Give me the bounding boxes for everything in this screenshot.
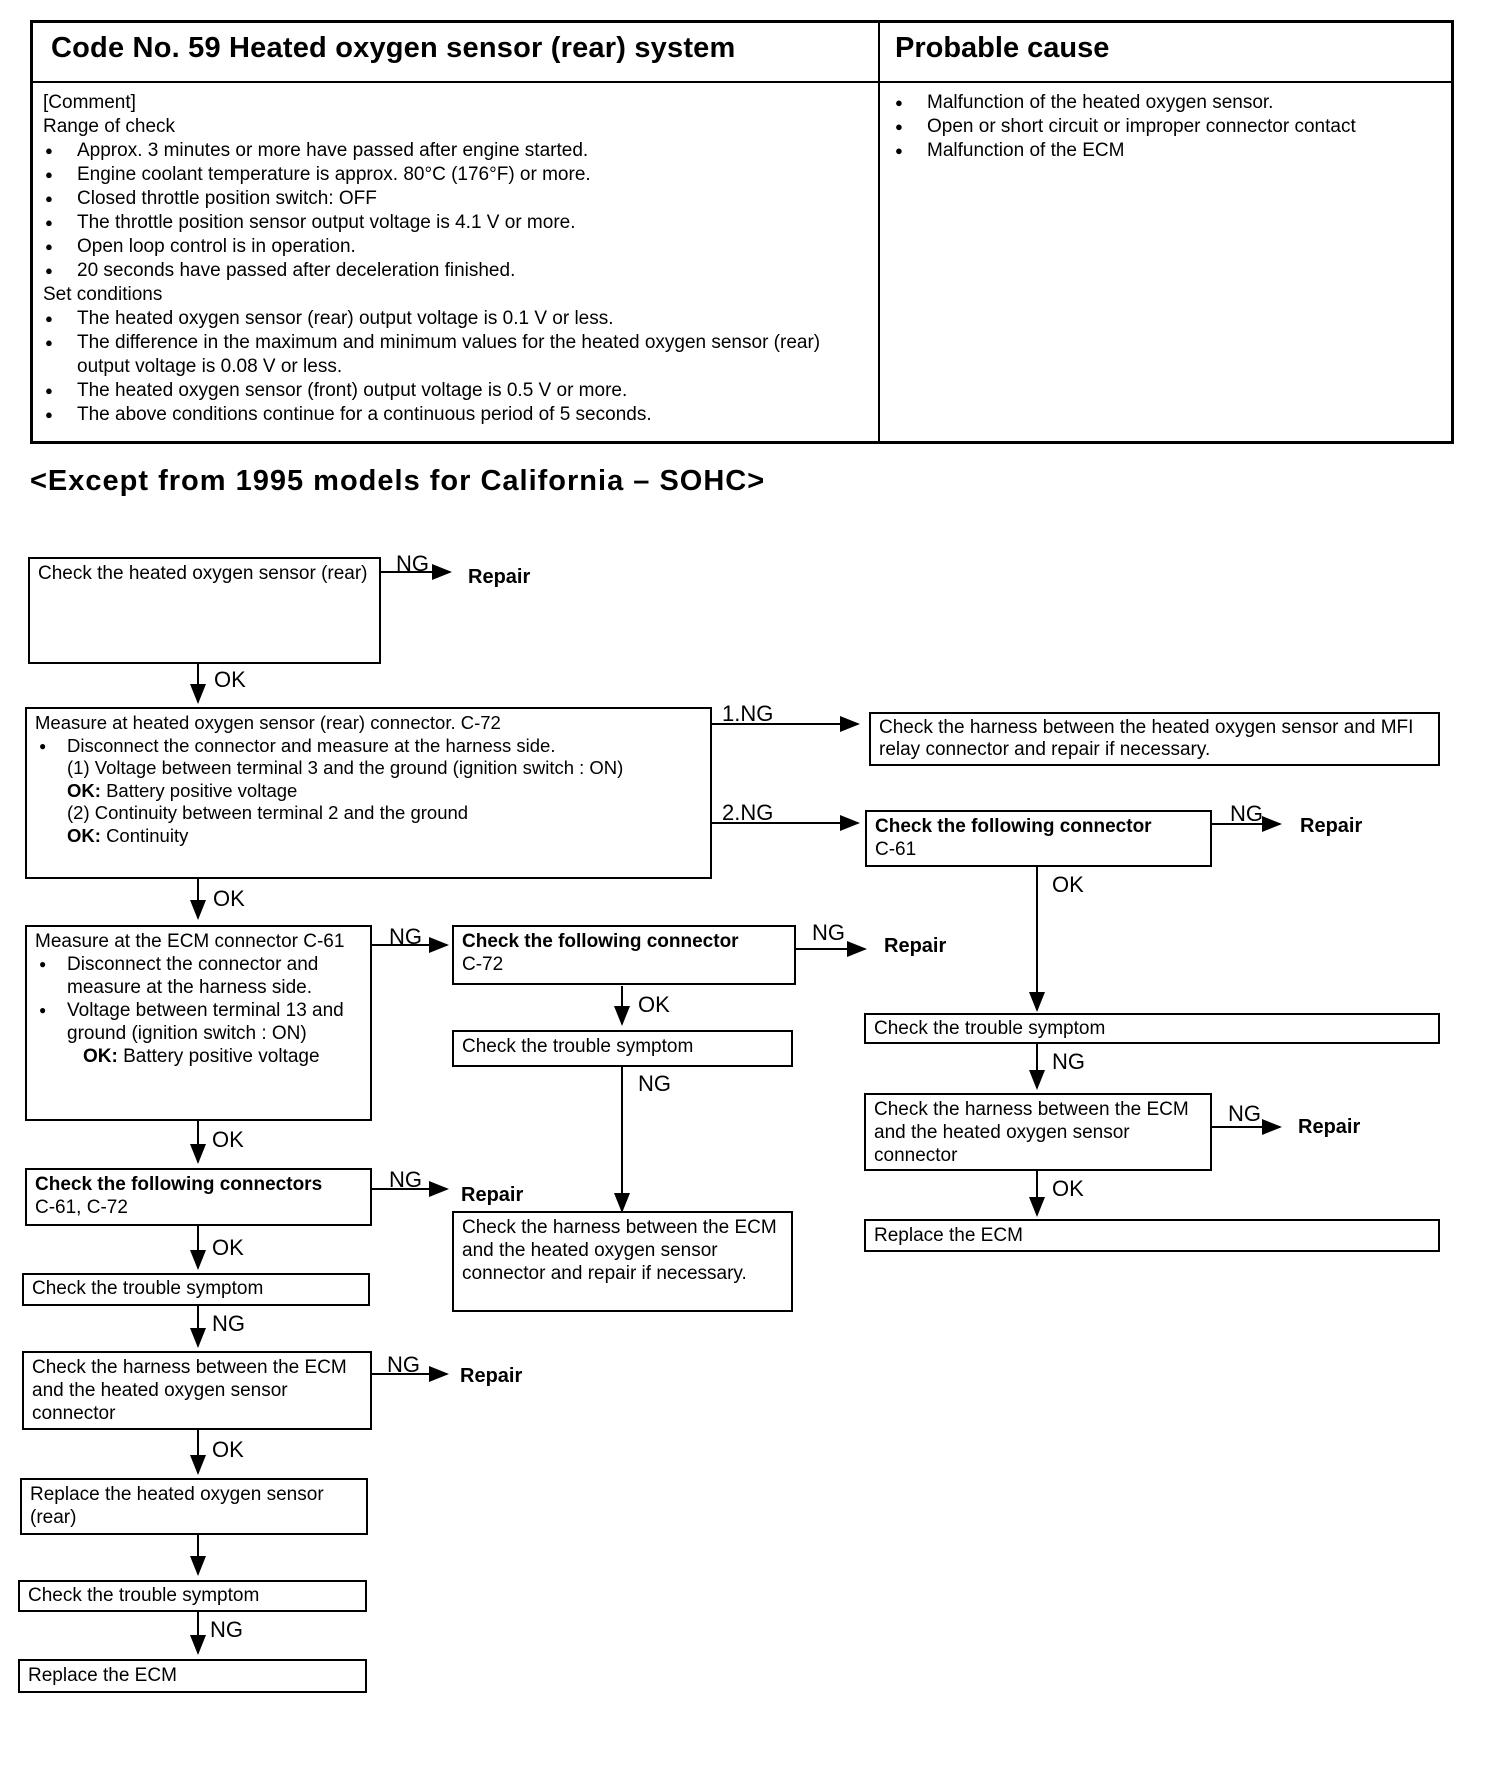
measure-ecm-title: Measure at the ECM connector C-61 <box>35 931 345 952</box>
list-item: ● 20 seconds have passed after deceleration finished. <box>43 259 868 283</box>
ng-label: NG <box>396 551 429 576</box>
ng2-label: 2.NG <box>722 800 774 825</box>
check-connector-c72-title: Check the following connector <box>462 931 739 952</box>
code-title: Code No. 59 Heated oxygen sensor (rear) system <box>51 32 736 64</box>
trouble-symptom-text: Check the trouble symptom <box>874 1018 1106 1039</box>
probable-cause-title: Probable cause <box>895 32 1110 64</box>
measure-sensor-box <box>25 707 712 879</box>
ok-label: OK <box>214 667 246 692</box>
check-connector-c72-box <box>452 925 796 985</box>
check-connectors-both-title: Check the following connectors <box>35 1174 323 1195</box>
check-connector-c61-code: C-61 <box>875 839 917 860</box>
set-conditions-label: Set conditions <box>43 284 163 305</box>
ok-label: OK <box>1052 1176 1084 1201</box>
trouble-symptom-box-mid <box>452 1030 793 1067</box>
ng-label: NG <box>1228 1101 1261 1126</box>
ng-label: NG <box>1052 1049 1085 1074</box>
measure-sensor-bullet: ● Disconnect the connector and measure at the harness side. <box>35 735 702 758</box>
ok-label: OK <box>1052 872 1084 897</box>
trouble-symptom-box-left2 <box>18 1580 367 1612</box>
check-connector-c61-box <box>865 810 1212 867</box>
ng-label: NG <box>812 920 845 945</box>
ok-label: OK <box>213 886 245 911</box>
list-item: ● The throttle position sensor output voltage is 4.1 V or more. <box>43 211 868 235</box>
replace-ecm-box-left <box>18 1659 367 1693</box>
replace-sensor-text: Replace the heated oxygen sensor (rear) <box>30 1484 324 1528</box>
check-connectors-both-code: C-61, C-72 <box>35 1197 128 1218</box>
check-sensor-box <box>28 557 381 664</box>
repair-label: Repair <box>884 935 947 957</box>
check-sensor-text: Check the heated oxygen sensor (rear) <box>38 563 368 584</box>
ok-label: OK: <box>67 824 101 846</box>
check-harness-mfi-text: Check the harness between the heated oxygen sensor and MFI relay connector and repair if necessary. <box>879 717 1414 760</box>
list-item: ● The heated oxygen sensor (rear) output voltage is 0.1 V or less. <box>43 307 868 331</box>
list-item: ● Approx. 3 minutes or more have passed after engine started. <box>43 139 868 163</box>
harness-repair-box <box>452 1211 793 1312</box>
harness-repair-text: Check the harness between the ECM and the heated oxygen sensor connector and repair if necessary. <box>462 1217 777 1284</box>
ng-label: NG <box>210 1617 243 1642</box>
ok-label: OK: <box>67 779 101 801</box>
ok-label: OK <box>212 1235 244 1260</box>
ok-label: OK: <box>83 1046 118 1067</box>
ok-label: OK <box>212 1127 244 1152</box>
step1-ok-value: Battery positive voltage <box>106 779 298 801</box>
list-item: ● Malfunction of the heated oxygen sensor. <box>893 91 1443 115</box>
harness-ecm-text: Check the harness between the ECM and the heated oxygen sensor connector <box>874 1099 1189 1166</box>
list-item: ● The above conditions continue for a continuous period of 5 seconds. <box>43 403 868 427</box>
measure-ecm-ok-value: Battery positive voltage <box>123 1046 320 1067</box>
repair-label: Repair <box>468 566 531 588</box>
measure-ecm-bullet1: ● Disconnect the connector and measure at the harness side. <box>35 953 362 999</box>
list-item: ● Closed throttle position switch: OFF <box>43 187 868 211</box>
repair-label: Repair <box>461 1184 524 1206</box>
ok-label: OK <box>212 1437 244 1462</box>
section-subtitle: <Except from 1995 models for California – SOHC> <box>30 465 766 497</box>
trouble-symptom-text: Check the trouble symptom <box>32 1278 264 1299</box>
range-of-check-label: Range of check <box>43 116 176 137</box>
harness-ecm-text: Check the harness between the ECM and the heated oxygen sensor connector <box>32 1357 347 1424</box>
ng-label: NG <box>638 1071 671 1096</box>
repair-label: Repair <box>1300 815 1363 837</box>
measure-ecm-box <box>25 925 372 1121</box>
step2-ok-value: Continuity <box>106 824 189 846</box>
trouble-symptom-text: Check the trouble symptom <box>28 1585 260 1606</box>
trouble-symptom-box-left1 <box>22 1273 370 1306</box>
measure-sensor-step2: (2) Continuity between terminal 2 and the ground <box>67 802 469 823</box>
list-item: ● Open or short circuit or improper connector contact <box>893 115 1443 139</box>
comment-label: [Comment] <box>43 92 136 113</box>
check-connector-c61-title: Check the following connector <box>875 816 1152 837</box>
harness-ecm-box-left <box>22 1351 372 1430</box>
list-item: ● Malfunction of the ECM <box>893 139 1443 163</box>
ng-label: NG <box>212 1311 245 1336</box>
list-item: ● Engine coolant temperature is approx. 80°C (176°F) or more. <box>43 163 868 187</box>
list-item: ● The difference in the maximum and minimum values for the heated oxygen sensor (rear) output voltage is 0.08 V or less. <box>43 331 868 379</box>
replace-ecm-text: Replace the ECM <box>28 1665 177 1686</box>
replace-sensor-box <box>20 1478 368 1535</box>
replace-ecm-text: Replace the ECM <box>874 1225 1023 1246</box>
ng-label: NG <box>389 1167 422 1192</box>
repair-label: Repair <box>1298 1116 1361 1138</box>
ok-label: OK <box>638 992 670 1017</box>
measure-sensor-title: Measure at heated oxygen sensor (rear) connector. C-72 <box>35 712 501 733</box>
measure-sensor-step1: (1) Voltage between terminal 3 and the ground (ignition switch : ON) <box>67 757 624 778</box>
ng-label: NG <box>1230 801 1263 826</box>
ng-label: NG <box>389 924 422 949</box>
trouble-symptom-box-right <box>864 1013 1440 1044</box>
trouble-symptom-text: Check the trouble symptom <box>462 1036 694 1057</box>
harness-ecm-box-right <box>864 1093 1212 1171</box>
check-connectors-both-box <box>25 1168 372 1226</box>
list-item: ● The heated oxygen sensor (front) output voltage is 0.5 V or more. <box>43 379 868 403</box>
check-harness-mfi-box <box>869 712 1440 766</box>
list-item: ● Open loop control is in operation. <box>43 235 868 259</box>
check-connector-c72-code: C-72 <box>462 954 504 975</box>
ng1-label: 1.NG <box>722 701 774 726</box>
ng-label: NG <box>387 1352 420 1377</box>
repair-label: Repair <box>460 1365 523 1387</box>
replace-ecm-box-right <box>864 1219 1440 1252</box>
measure-ecm-bullet2: ● Voltage between terminal 13 and ground (ignition switch : ON) <box>35 999 362 1045</box>
